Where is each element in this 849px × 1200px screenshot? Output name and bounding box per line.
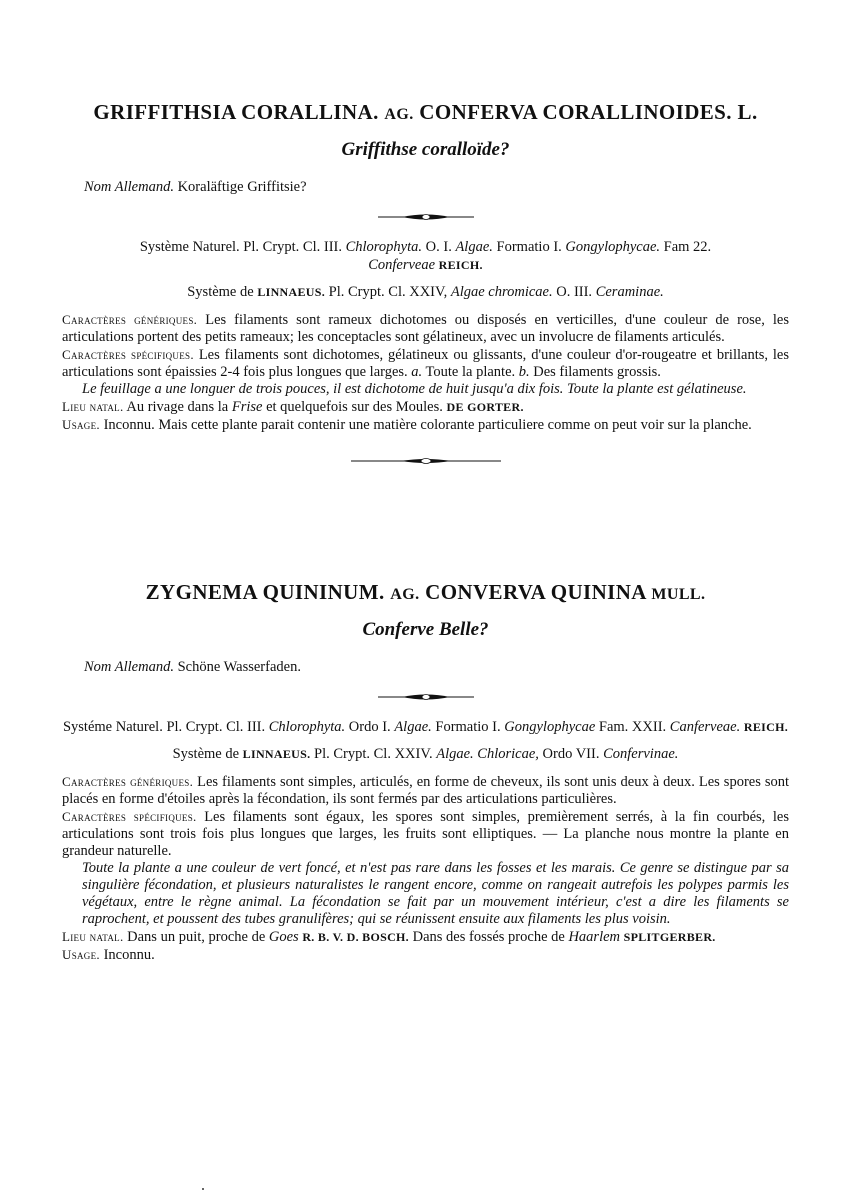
lin-family: Ceraminae. (595, 284, 664, 300)
linnaean-system (62, 284, 789, 301)
lin-author: LINNAEUS. (242, 747, 311, 761)
linnaean-system (62, 746, 789, 763)
italic-note: Le feuillage a une longuer de trois pouces, il est dichotome de huit jusqu'a dix fois. Toute la plante est gélatineuse. (82, 381, 747, 397)
entry-title (62, 100, 789, 125)
entry-zygnema (62, 580, 789, 964)
habitat-text: Dans un puit, proche de (127, 929, 266, 945)
sys-tribe: Canferveae. (669, 719, 741, 735)
title-authority: AG. (384, 106, 414, 123)
usage-text: Inconnu. Mais cette plante parait contenir une matière colorante particuliere comme on peut voir sur la planche. (103, 417, 752, 433)
specific-text: Les filaments sont dichotomes, gélatineux ou glissants, d'une couleur d'or-rougeatre et brillants, les articulations sont épaissies 2-4 fois plus longues que larges. (62, 347, 790, 380)
sys-family: Fam. XXII. (598, 719, 667, 735)
title-synonym-authority: MULL. (651, 586, 706, 603)
german-name-value: Koraläftige Griffitsie? (177, 179, 307, 195)
sys-author: REICH. (743, 720, 789, 734)
natural-system (62, 238, 789, 274)
section-separator (351, 456, 501, 466)
german-name-value: Schöne Wasserfaden. (177, 659, 301, 675)
ornament-divider (378, 212, 474, 222)
title-synonym: CONVERVA QUININA (425, 580, 646, 604)
habitat-text-2: Dans des fossés proche de (412, 929, 565, 945)
specific-characters (62, 808, 789, 860)
sys-order: O. I. (425, 239, 452, 255)
figure-a-text: Toute la plante. (425, 364, 516, 380)
usage-label: Usage. (62, 947, 100, 962)
figure-b-marker: b. (518, 364, 530, 380)
habitat-author: DE GORTER. (446, 400, 524, 414)
habitat-label: Lieu natal. (62, 399, 124, 414)
entry-subtitle: Griffithse coralloïde? (341, 139, 510, 160)
entry-griffithsia (62, 100, 789, 466)
title-authority: AG. (390, 586, 420, 603)
print-speck (202, 1188, 204, 1190)
sys-formatio: Formatio I. (496, 239, 562, 255)
generic-characters (62, 311, 789, 346)
habitat (62, 398, 789, 416)
sys-family: Fam 22. (663, 239, 712, 255)
generic-characters (62, 773, 789, 808)
usage (62, 416, 789, 434)
habitat-place-2: Haarlem (568, 929, 621, 945)
german-name (84, 179, 789, 196)
usage-label: Usage. (62, 417, 100, 432)
lin-order: Ordo VII. (542, 746, 600, 762)
generic-text: Les filaments sont simples, articulés, en forme de cheveux, ils sont unis deux à deux. Les spores sont placés en forme d'étoiles après la fécondation, ils sont fermés par des articulations particulières. (62, 774, 789, 807)
generic-text: Les filaments sont rameux dichotomes ou disposés en verticilles, d'une couleur de rose, les articulations portent des petits rameaux; les conceptacles sont gélatineux, avec un involucre de filaments articulés. (62, 312, 789, 345)
habitat-place: Goes (268, 929, 299, 945)
title-genus: ZYGNEMA QUININUM. (145, 580, 385, 604)
lin-author: LINNAEUS. (257, 285, 326, 299)
habitat-label: Lieu natal. (62, 929, 124, 944)
habitat (62, 928, 789, 946)
habitat-author-2: SPLITGERBER. (623, 930, 716, 944)
figure-b-text: Des filaments grossis. (533, 364, 661, 380)
specific-text: Les filaments sont égaux, les spores sont simples, premièrement serrés, à la fin courbés, les articulations sont trois fois plus longues que larges, les fruits sont elliptiques. — La planche nous montre la plante en grandeur naturelle. (62, 809, 790, 859)
lin-class: Pl. Crypt. Cl. XXIV, (328, 284, 448, 300)
sys-class: Algae. (394, 719, 432, 735)
entry-subtitle: Conferve Belle? (362, 619, 489, 640)
sys-division: Chlorophyta. (268, 719, 346, 735)
sys-text: Systéme Naturel. Pl. Crypt. Cl. III. (62, 719, 266, 735)
generic-label: Caractères génériques. (62, 312, 198, 327)
entry-title (62, 580, 789, 605)
lin-group: Algae chromicae. (450, 284, 553, 300)
german-name (84, 659, 789, 676)
usage (62, 946, 789, 964)
lin-text: Système de (172, 746, 240, 762)
usage-text: Inconnu. (103, 947, 155, 963)
generic-label: Caractères génériques. (62, 774, 194, 789)
title-genus: GRIFFITHSIA CORALLINA. (93, 100, 379, 124)
german-name-label: Nom Allemand. (84, 659, 174, 675)
habitat-text-2: et quelquefois sur des Moules. (266, 399, 443, 415)
sys-tribe: Conferveae (368, 257, 436, 273)
natural-system (62, 718, 789, 736)
specific-label: Caractères spécifiques. (62, 809, 197, 824)
sys-order: Ordo I. (348, 719, 391, 735)
sys-group: Gongylophycae. (565, 239, 661, 255)
sys-author: REICH. (438, 258, 483, 272)
sys-division: Chlorophyta. (345, 239, 423, 255)
habitat-text: Au rivage dans la (126, 399, 229, 415)
sys-group: Gongylophycae (504, 719, 596, 735)
title-synonym: CONFERVA CORALLINOIDES. L. (419, 100, 758, 124)
description-body (62, 311, 789, 434)
sys-class: Algae. (455, 239, 493, 255)
sys-text: Système Naturel. Pl. Crypt. Cl. III. (139, 239, 342, 255)
german-name-label: Nom Allemand. (84, 179, 174, 195)
lin-family: Confervinae. (603, 746, 679, 762)
specific-characters (62, 346, 789, 381)
lin-group: Algae. Chloricae, (436, 746, 539, 762)
ornament-divider (378, 692, 474, 702)
habitat-place: Frise (231, 399, 263, 415)
sys-formatio: Formatio I. (435, 719, 501, 735)
italic-note: Toute la plante a une couleur de vert foncé, et n'est pas rare dans les fosses et les marais. Ce genre se distingue par sa singulière fécondation, et plusieurs naturalistes le rangent encore, comme on rangeait autrefois les polypes parmis les végétaux, entre le règne animal. La fécondation se fait par un mouvement intérieur, c'est a dire les filaments se raprochent, et poussent des tubes granulifères; qui se réunissent ensuite aux filaments les plus voisin. (82, 860, 789, 927)
lin-order: O. III. (556, 284, 593, 300)
description-body (62, 773, 789, 964)
habitat-author: R. B. V. D. BOSCH. (302, 930, 409, 944)
figure-a-marker: a. (411, 364, 423, 380)
lin-class: Pl. Crypt. Cl. XXIV. (314, 746, 433, 762)
lin-text: Système de (187, 284, 254, 300)
specific-label: Caractères spécifiques. (62, 347, 194, 362)
